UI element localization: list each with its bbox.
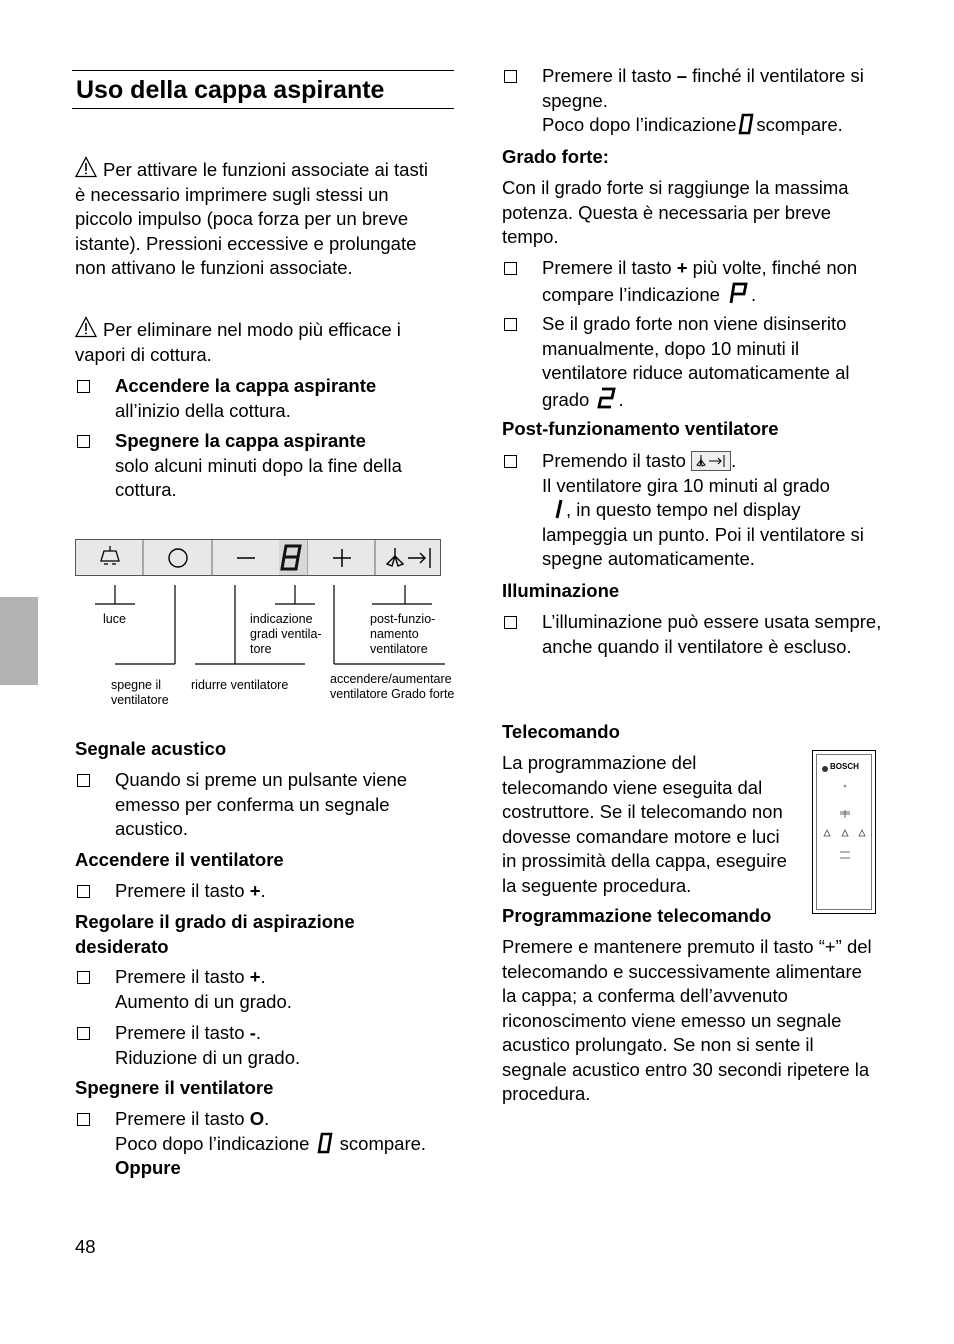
item-text: Aumento di un grado.	[115, 990, 292, 1012]
heading-regolare: Regolare il grado di aspirazione desiderato	[75, 911, 355, 957]
warning-text-1: Per attivare le funzioni associate ai tasti è necessario imprimere sugli stessi un piccolo impulso (poca forza per un breve istante). Pressioni eccessive e prolungate non attivano le funzioni associate.	[75, 159, 428, 278]
item-text: all’inizio della cottura.	[115, 399, 291, 421]
item-text: Se il grado forte non viene disinserito manualmente, dopo 10 minuti il ventilatore riduce automaticamente al grado	[542, 313, 850, 410]
list-item	[75, 374, 435, 423]
display-zero-icon	[317, 1132, 333, 1154]
display-zero-icon	[738, 113, 754, 135]
label-accendere: accendere/aumentare ventilatore Grado forte	[330, 672, 455, 701]
checkbox-bullet	[77, 885, 90, 898]
heading-segnale: Segnale acustico	[75, 738, 227, 759]
list-item	[75, 965, 445, 1014]
heading-grado-forte: Grado forte:	[502, 146, 609, 167]
heading-post-funzionamento: Post-funzionamento ventilatore	[502, 418, 779, 439]
paragraph-telecomando: La programmazione del telecomando viene eseguita dal costruttore. Se il telecomando non dovesse comandare motore e luci in prossimità della cappa, eseguire la seguente procedura.	[502, 752, 787, 896]
heading-illuminazione: Illuminazione	[502, 580, 620, 601]
title-box	[72, 70, 454, 109]
list-item	[75, 1107, 460, 1181]
paragraph-grado-forte: Con il grado forte si raggiunge la massima potenza. Questa è necessaria per breve tempo.	[502, 177, 849, 247]
item-text: Quando si preme un pulsante viene emesso per conferma un segnale acustico.	[115, 769, 408, 839]
item-text: .	[264, 1108, 270, 1129]
key-label: +	[249, 880, 261, 901]
display-two-icon	[596, 386, 616, 410]
item-text: .	[731, 450, 737, 471]
item-text: Premendo il tasto	[542, 450, 692, 471]
item-text: Poco dopo l’indicazione	[115, 1132, 315, 1154]
heading-accendere: Accendere il ventilatore	[75, 849, 284, 870]
warning-paragraph-1	[75, 156, 435, 281]
item-text: Premere il tasto	[115, 966, 250, 987]
item-text: Premere il tasto	[115, 880, 250, 901]
item-text: Premere il tasto	[542, 65, 677, 86]
checkbox-bullet	[77, 774, 90, 787]
item-text: Premere il tasto	[115, 1022, 250, 1043]
list-item	[75, 1021, 445, 1070]
key-label: -	[249, 1022, 256, 1043]
checkbox-bullet	[504, 262, 517, 275]
warning-icon	[75, 156, 97, 178]
warning-paragraph-2	[75, 316, 445, 367]
item-text: Riduzione di un grado.	[115, 1046, 301, 1068]
page-title: Uso della cappa aspirante	[76, 76, 385, 104]
item-text: Il ventilatore gira 10 minuti al grado	[542, 474, 830, 496]
heading-programmazione: Programmazione telecomando	[502, 905, 772, 926]
item-text: più volte, finché non compare l’indicazione	[542, 257, 858, 305]
paragraph-programmazione: Premere e mantenere premuto il tasto “+” del telecomando e successivamente alimentare la cappa; a conferma dell’avvenuto riconoscimento viene emesso un segnale acustico prolungato. Se non si sente il segnale acustico entro 30 secondi ripetere la procedura.	[502, 936, 872, 1104]
item-text: finché il ventilatore si spegne.	[542, 65, 864, 111]
checkbox-bullet	[504, 455, 517, 468]
key-label: O	[249, 1108, 265, 1129]
key-label: +	[249, 966, 261, 987]
checkbox-bullet	[77, 971, 90, 984]
checkbox-bullet	[77, 380, 90, 393]
item-bold-text: Accendere la cappa aspirante	[115, 375, 377, 396]
label-post-funzionamento: post-funzio-namento ventilatore	[370, 612, 436, 656]
list-item	[75, 768, 445, 842]
checkbox-bullet	[504, 318, 517, 331]
warning-icon	[75, 316, 97, 338]
item-text: .	[260, 966, 266, 987]
checkbox-bullet	[77, 435, 90, 448]
list-item	[502, 610, 882, 659]
item-text: , in questo tempo nel display lampeggia un punto. Poi il ventilatore si spegne automaticamente.	[542, 499, 864, 569]
list-item	[75, 429, 435, 503]
page-number: 48	[75, 1236, 96, 1257]
checkbox-bullet	[77, 1027, 90, 1040]
item-bold-text: Spegnere la cappa aspirante	[115, 430, 366, 451]
label-luce: luce	[103, 612, 126, 626]
list-item	[502, 449, 882, 572]
key-label: –	[676, 65, 687, 86]
item-text: .	[618, 388, 624, 410]
item-text: .	[751, 283, 757, 305]
item-text: scompare.	[334, 1132, 427, 1154]
list-item	[502, 64, 882, 138]
oppure-label: Oppure	[115, 1157, 181, 1178]
list-item	[75, 879, 445, 904]
label-spegne: spegne il ventilatore	[111, 678, 169, 707]
fan-delay-key-icon	[691, 451, 731, 471]
warning-text-2: Per eliminare nel modo più efficace i vapori di cottura.	[75, 319, 401, 365]
heading-telecomando: Telecomando	[502, 721, 620, 742]
remote-brand-label: BOSCH	[830, 762, 859, 771]
label-ridurre: ridurre ventilatore	[191, 678, 289, 692]
item-text: .	[255, 1022, 261, 1043]
item-text: Premere il tasto	[115, 1108, 250, 1129]
heading-spegnere: Spegnere il ventilatore	[75, 1077, 274, 1098]
list-item	[502, 312, 882, 412]
display-one-icon	[552, 498, 564, 520]
list-item	[502, 256, 882, 307]
item-text: scompare.	[756, 114, 843, 135]
key-label: +	[676, 257, 688, 278]
item-text: L’illuminazione può essere usata sempre, anche quando il ventilatore è escluso.	[542, 611, 882, 657]
item-text: Poco dopo l’indicazione	[542, 114, 737, 135]
remote-buttons-icon	[821, 764, 869, 864]
label-indicazione: indicazione gradi ventila-tore	[250, 612, 322, 656]
side-tab-marker	[0, 597, 38, 685]
remote-control-image	[812, 750, 876, 914]
display-p-icon	[727, 281, 749, 305]
checkbox-bullet	[504, 70, 517, 83]
checkbox-bullet	[77, 1113, 90, 1126]
checkbox-bullet	[504, 616, 517, 629]
item-text: .	[260, 880, 266, 901]
item-text: Premere il tasto	[542, 257, 677, 278]
item-text: solo alcuni minuti dopo la fine della cottura.	[115, 454, 402, 500]
